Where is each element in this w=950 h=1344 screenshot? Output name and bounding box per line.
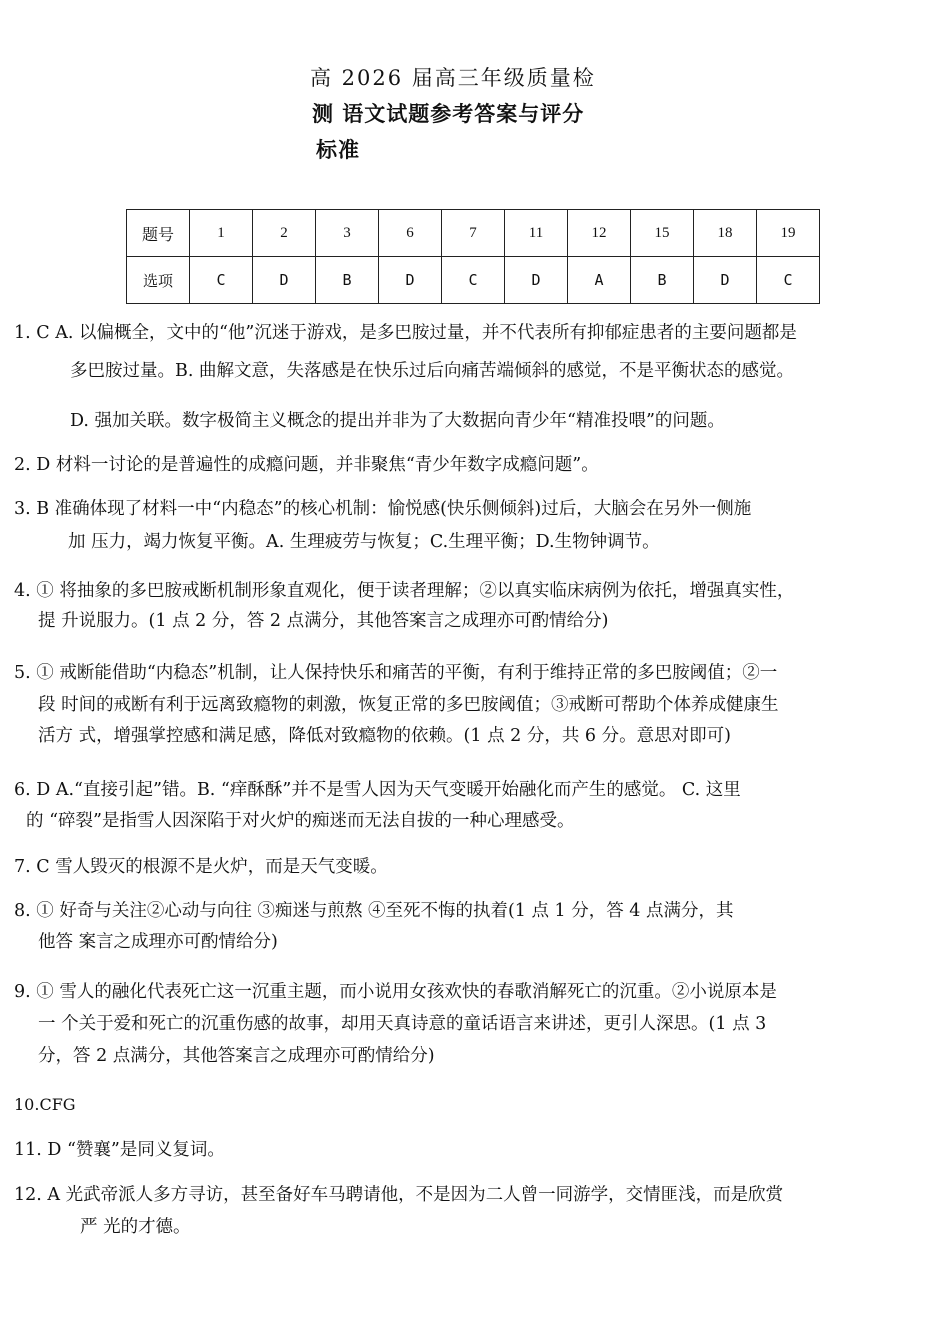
answer-item-4-line2: 提 升说服力。(1 点 2 分，答 2 点满分，其他答案言之成理亦可酌情给分) <box>38 611 609 631</box>
doc-title-line2: 测 语文试题参考答案与评分 <box>312 102 585 126</box>
answer-option: C <box>757 257 820 304</box>
doc-title-line3: 标准 <box>316 138 360 162</box>
question-number: 6 <box>379 210 442 257</box>
answer-item-9-line2: 一 个关于爱和死亡的沉重伤感的故事，却用天真诗意的童话语言来讲述，更引人深思。(1 点 3 <box>38 1014 767 1034</box>
answer-item-7-line1: 7. C 雪人毁灭的根源不是火炉，而是天气变暖。 <box>14 857 388 877</box>
answer-option: C <box>190 257 253 304</box>
answer-item-4-line1: 4. ① 将抽象的多巴胺戒断机制形象直观化，便于读者理解；②以真实临床病例为依托，增强真实性， <box>14 581 795 601</box>
answer-option: D <box>505 257 568 304</box>
answer-item-9-line1: 9. ① 雪人的融化代表死亡这一沉重主题，而小说用女孩欢快的春歌消解死亡的沉重。②小说原本是 <box>14 982 777 1002</box>
answer-item-8-line2: 他答 案言之成理亦可酌情给分) <box>38 932 278 952</box>
answer-item-11-line1: 11. D “赞襄”是同义复词。 <box>14 1140 225 1160</box>
answer-option: B <box>316 257 379 304</box>
row-label-number: 题号 <box>127 210 190 257</box>
doc-title-line1: 高 2026 届高三年级质量检 <box>310 66 596 90</box>
answer-option: D <box>253 257 316 304</box>
answer-item-3-line2: 加 压力，竭力恢复平衡。A. 生理疲劳与恢复；C.生理平衡；D.生物钟调节。 <box>68 532 660 552</box>
question-number: 15 <box>631 210 694 257</box>
answer-item-10-line1: 10.CFG <box>14 1095 76 1114</box>
answer-item-6-line2: 的 “碎裂”是指雪人因深陷于对火炉的痴迷而无法自拔的一种心理感受。 <box>26 811 575 831</box>
answer-table-option-row <box>127 257 820 304</box>
answer-option: A <box>568 257 631 304</box>
answer-item-12-line2: 严 光的才德。 <box>80 1217 191 1237</box>
answer-item-12-line1: 12. A 光武帝派人多方寻访，甚至备好车马聘请他，不是因为二人曾一同游学，交情匪浅，而是欣赏 <box>14 1185 784 1205</box>
question-number: 12 <box>568 210 631 257</box>
answer-item-5-line1: 5. ① 戒断能借助“内稳态”机制，让人保持快乐和痛苦的平衡，有利于维持正常的多巴胺阈值；②一 <box>14 663 778 683</box>
question-number: 2 <box>253 210 316 257</box>
answer-item-6-line1: 6. D A.“直接引起”错。B. “痒酥酥”并不是雪人因为天气变暖开始融化而产生的感觉。 C. 这里 <box>14 780 741 800</box>
answer-item-1-line2: 多巴胺过量。B. 曲解文意，失落感是在快乐过后向痛苦端倾斜的感觉，不是平衡状态的感觉。 <box>70 361 794 381</box>
question-number: 1 <box>190 210 253 257</box>
answer-option: C <box>442 257 505 304</box>
answer-option: D <box>694 257 757 304</box>
question-number: 19 <box>757 210 820 257</box>
answer-table-number-row <box>127 210 820 257</box>
answer-item-9-line3: 分，答 2 点满分，其他答案言之成理亦可酌情给分) <box>38 1046 435 1066</box>
answer-item-1-line3: D. 强加关联。数字极简主义概念的提出并非为了大数据向青少年“精准投喂”的问题。 <box>70 411 725 431</box>
question-number: 7 <box>442 210 505 257</box>
answer-option: D <box>379 257 442 304</box>
question-number: 18 <box>694 210 757 257</box>
answer-item-1-line1: 1. C A. 以偏概全，文中的“他”沉迷于游戏，是多巴胺过量，并不代表所有抑郁症患者的主要问题都是 <box>14 323 797 343</box>
question-number: 11 <box>505 210 568 257</box>
row-label-option: 选项 <box>127 257 190 304</box>
answer-item-5-line2: 段 时间的戒断有利于远离致瘾物的刺激，恢复正常的多巴胺阈值；③戒断可帮助个体养成健康生 <box>38 695 779 715</box>
answer-option: B <box>631 257 694 304</box>
answer-table <box>126 209 820 304</box>
answer-item-3-line1: 3. B 准确体现了材料一中“内稳态”的核心机制：愉悦感(快乐侧倾斜)过后，大脑会在另外一侧施 <box>14 499 752 519</box>
answer-item-2-line1: 2. D 材料一讨论的是普遍性的成瘾问题，并非聚焦“青少年数字成瘾问题”。 <box>14 455 599 475</box>
answer-item-5-line3: 活方 式，增强掌控感和满足感，降低对致瘾物的依赖。(1 点 2 分，共 6 分。意思对即可) <box>38 726 731 746</box>
answer-item-8-line1: 8. ① 好奇与关注②心动与向往 ③痴迷与煎熬 ④至死不悔的执着(1 点 1 分，答 4 点满分，其 <box>14 901 734 921</box>
question-number: 3 <box>316 210 379 257</box>
